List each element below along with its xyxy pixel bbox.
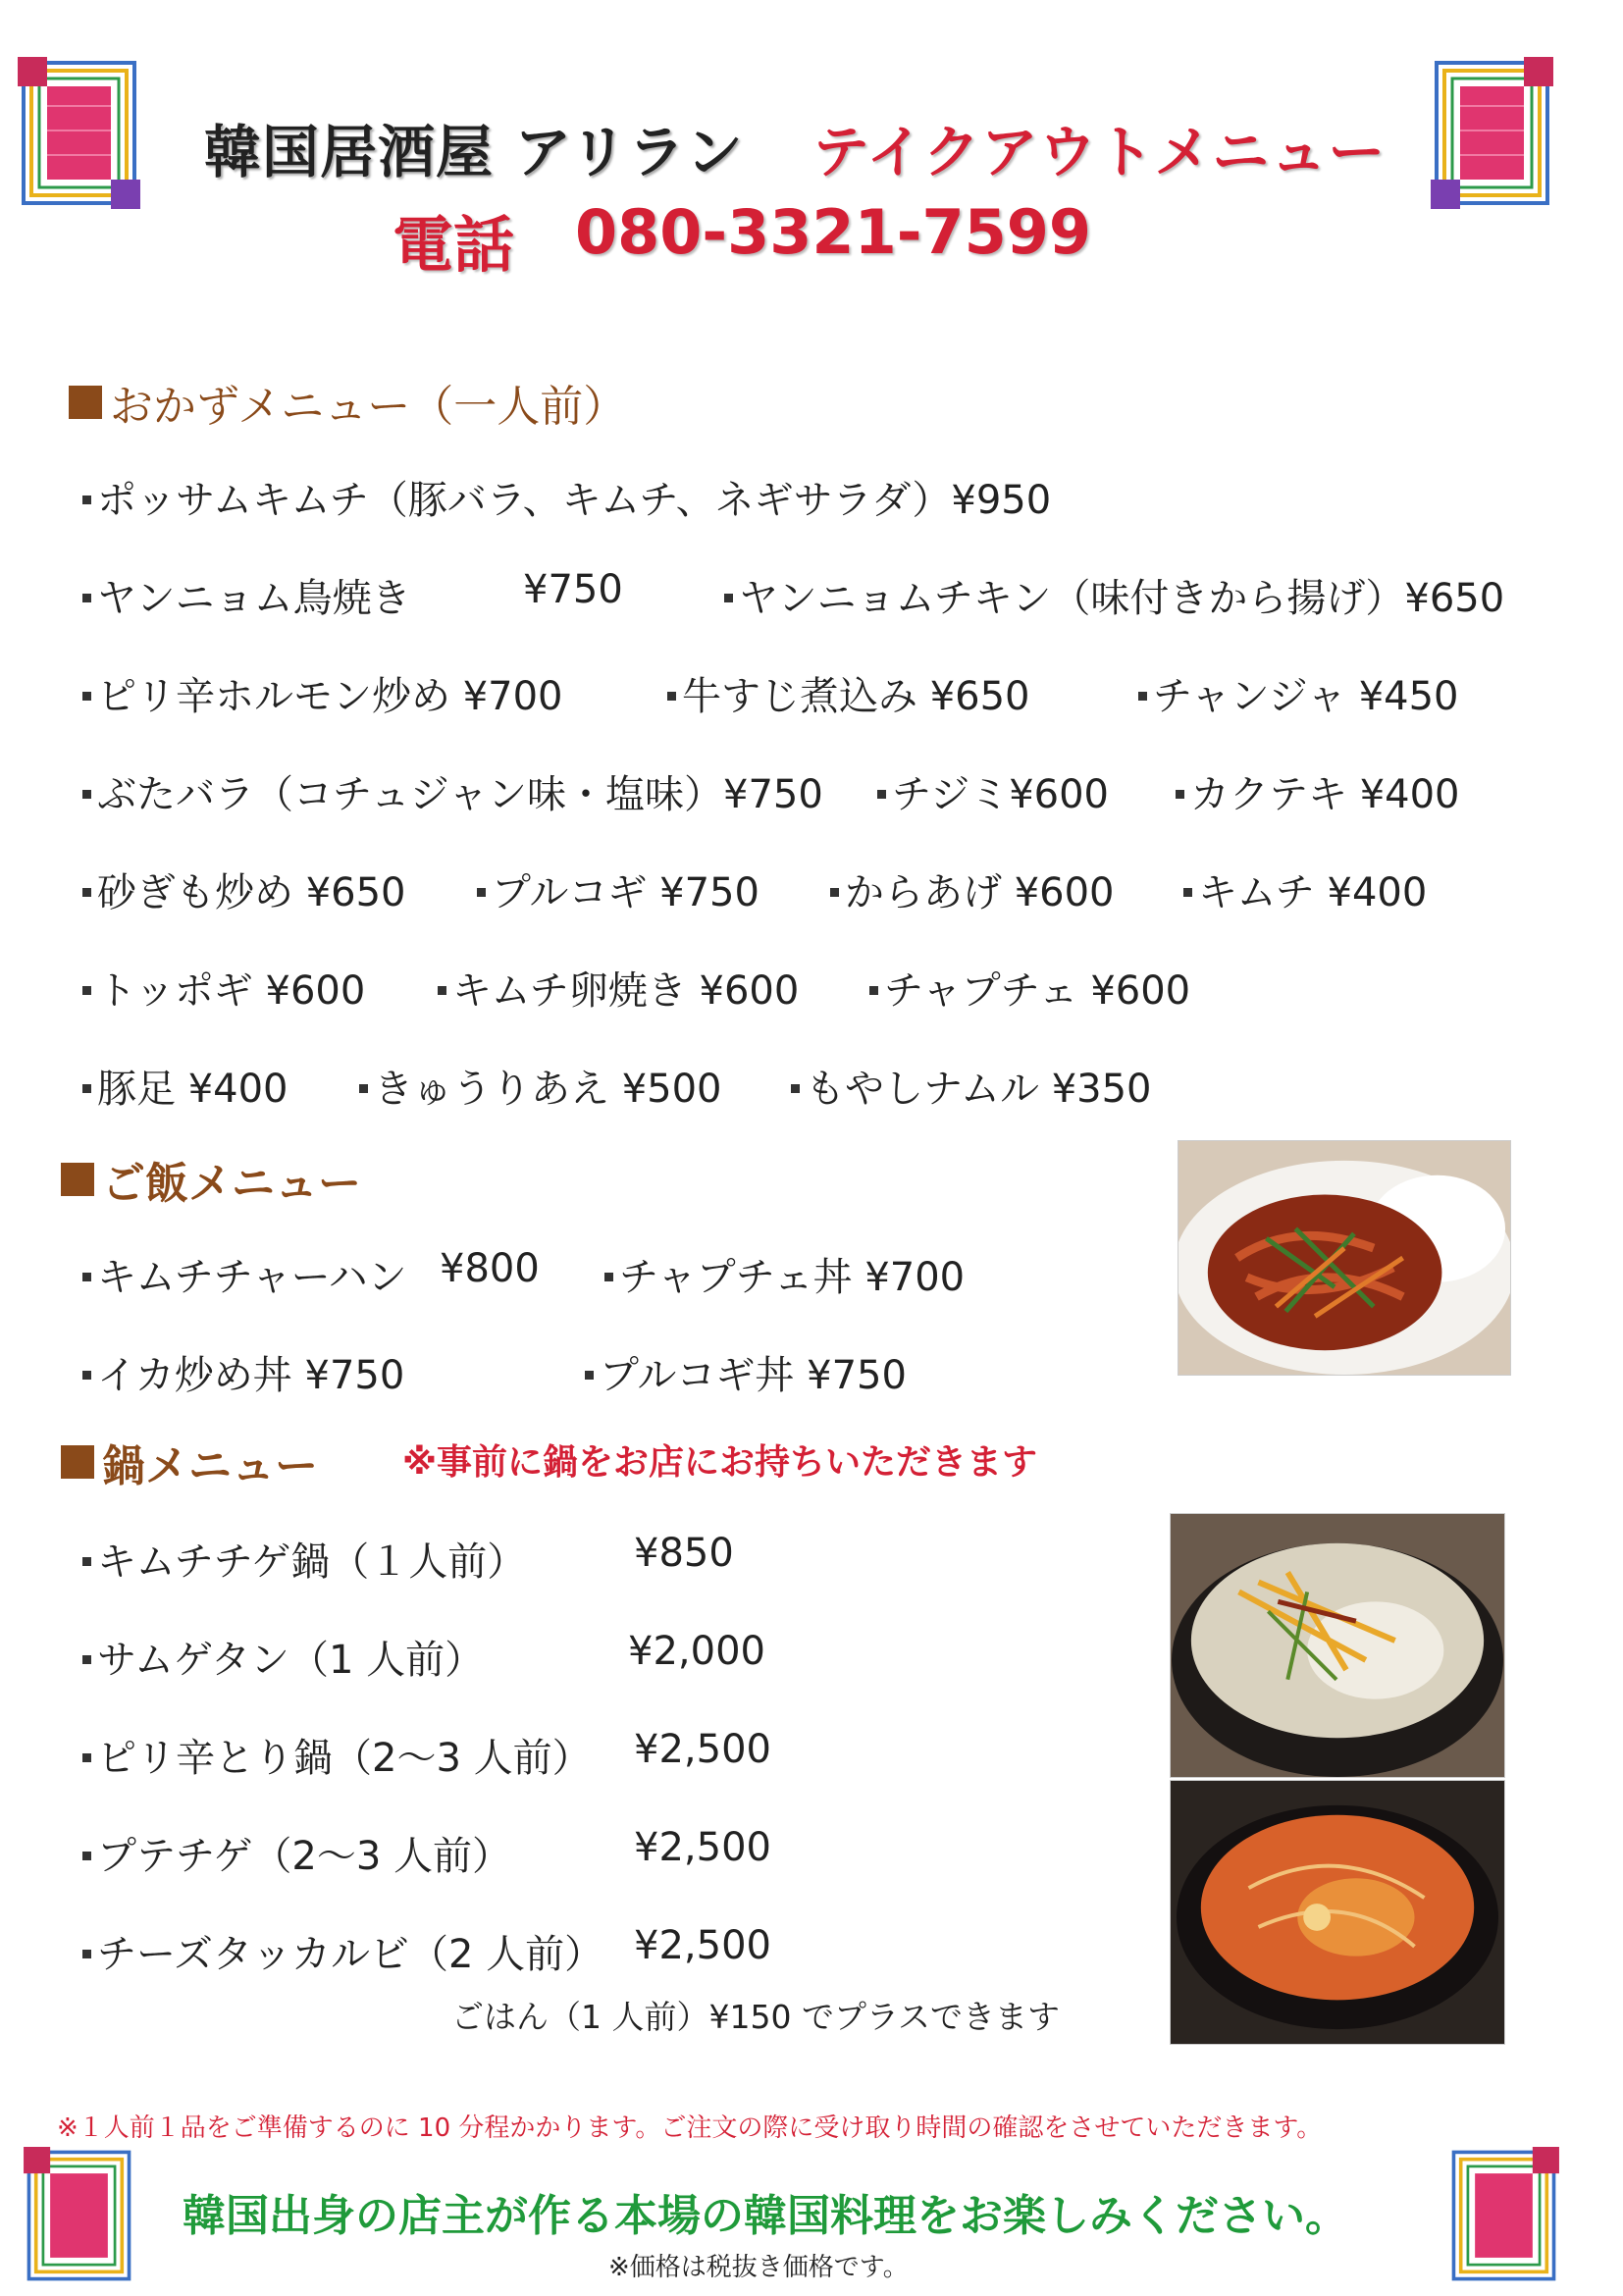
menu-item: チャプチェ ¥600 [869,960,1190,1016]
tax-note: ※価格は税抜き価格です。 [608,2253,909,2282]
menu-item: キムチチゲ鍋（１人前） [82,1531,526,1587]
menu-item-price: ¥2,000 [628,1629,765,1674]
bullet-icon [82,496,91,504]
section-square-icon [69,386,102,419]
corner-pattern-top-right [1431,57,1553,209]
menu-item: プルコギ丼 ¥750 [585,1344,907,1400]
section-gohan-label: ご飯メニュー [102,1159,361,1209]
menu-item: チャンジャ ¥450 [1138,665,1459,721]
bullet-icon [1176,790,1184,799]
bullet-icon [477,888,486,897]
menu-item: イカ炒め丼 ¥750 [82,1344,404,1400]
bullet-icon [830,888,839,897]
section-square-icon [61,1163,94,1196]
menu-item: ヤンニョムチキン（味付きから揚げ）¥650 [724,567,1504,623]
menu-item: ピリ辛ホルモン炒め ¥700 [82,665,563,721]
photo-samgyetang [1170,1513,1505,1778]
section-nabe-label: 鍋メニュー [102,1441,318,1491]
menu-item: トッポギ ¥600 [82,960,365,1016]
bullet-icon [438,986,446,995]
menu-item: キムチ卵焼き ¥600 [438,960,799,1016]
corner-pattern-bottom-right [1442,2147,1565,2284]
corner-pattern-top-left [18,57,140,209]
menu-item: チャプチェ丼 ¥700 [604,1246,965,1302]
menu-item: キムチ ¥400 [1183,861,1427,917]
bullet-icon [604,1273,613,1281]
menu-item: からあげ ¥600 [830,861,1115,917]
bullet-icon [1183,888,1192,897]
phone-number[interactable]: 080-3321-7599 [575,196,1092,268]
menu-item-price: ¥800 [440,1246,540,1291]
menu-item: プルコギ ¥750 [477,861,759,917]
bullet-icon [82,1273,91,1281]
menu-item: サムゲタン（1 人前） [82,1629,484,1685]
bullet-icon [82,692,91,701]
menu-item: 豚足 ¥400 [82,1058,288,1114]
menu-item-price: ¥2,500 [634,1923,771,1968]
menu-item: ピリ辛とり鍋（2〜3 人前） [82,1727,592,1783]
preparation-notice: ※１人前１品をご準備するのに 10 分程かかります。ご注文の際に受け取り時間の確認をさせていただきます。 [57,2113,1323,2143]
rice-addon-note: ごはん（1 人前）¥150 でプラスできます [451,1998,1060,2036]
bullet-icon [359,1084,368,1093]
section-okazu-title [69,371,626,434]
bullet-icon [82,1753,91,1762]
menu-item: チジミ¥600 [877,763,1109,819]
photo-budae-jjigae [1170,1780,1505,2045]
bullet-icon [82,594,91,602]
photo-squid-rice [1178,1140,1511,1376]
section-okazu-label: おかずメニュー（一人前） [110,382,627,432]
menu-item: チーズタッカルビ（2 人前） [82,1923,603,1979]
bullet-icon [82,1371,91,1380]
section-nabe-note: ※事前に鍋をお店にお持ちいただきます [402,1442,1037,1483]
section-nabe-title [61,1431,318,1493]
menu-item-price: ¥850 [634,1531,734,1576]
menu-item-price: ¥2,500 [634,1825,771,1870]
takeout-menu-title: テイクアウトメニュー [812,119,1387,185]
bullet-icon [585,1371,594,1380]
bullet-icon [82,986,91,995]
menu-item: プテチゲ（2〜3 人前） [82,1825,511,1881]
slogan: 韓国出身の店主が作る本場の韓国料理をお楽しみください。 [183,2191,1348,2241]
menu-item: ポッサムキムチ（豚バラ、キムチ、ネギサラダ）¥950 [82,469,1051,525]
menu-item: きゅうりあえ ¥500 [359,1058,722,1114]
bullet-icon [869,986,878,995]
menu-item: 牛すじ煮込み ¥650 [667,665,1030,721]
bullet-icon [1138,692,1147,701]
menu-item: キムチチャーハン [82,1246,407,1302]
bullet-icon [82,1950,91,1958]
bullet-icon [791,1084,800,1093]
bullet-icon [667,692,676,701]
bullet-icon [82,1557,91,1566]
menu-item-price: ¥2,500 [634,1727,771,1772]
phone-label: 電話 [393,209,515,281]
bullet-icon [82,1084,91,1093]
bullet-icon [82,1852,91,1860]
menu-item: ぶたバラ（コチュジャン味・塩味）¥750 [82,763,823,819]
menu-item: カクテキ ¥400 [1176,763,1460,819]
menu-item: 砂ぎも炒め ¥650 [82,861,406,917]
menu-item: ヤンニョム鳥焼き [82,567,411,623]
shop-name: 韓国居酒屋 アリラン [204,119,744,185]
bullet-icon [877,790,886,799]
bullet-icon [82,1655,91,1664]
section-gohan-title [61,1148,361,1211]
bullet-icon [82,790,91,799]
corner-pattern-bottom-left [18,2147,140,2284]
bullet-icon [82,888,91,897]
menu-item: もやしナムル ¥350 [791,1058,1152,1114]
menu-item-price: ¥750 [523,567,623,612]
section-square-icon [61,1445,94,1479]
bullet-icon [724,594,733,602]
